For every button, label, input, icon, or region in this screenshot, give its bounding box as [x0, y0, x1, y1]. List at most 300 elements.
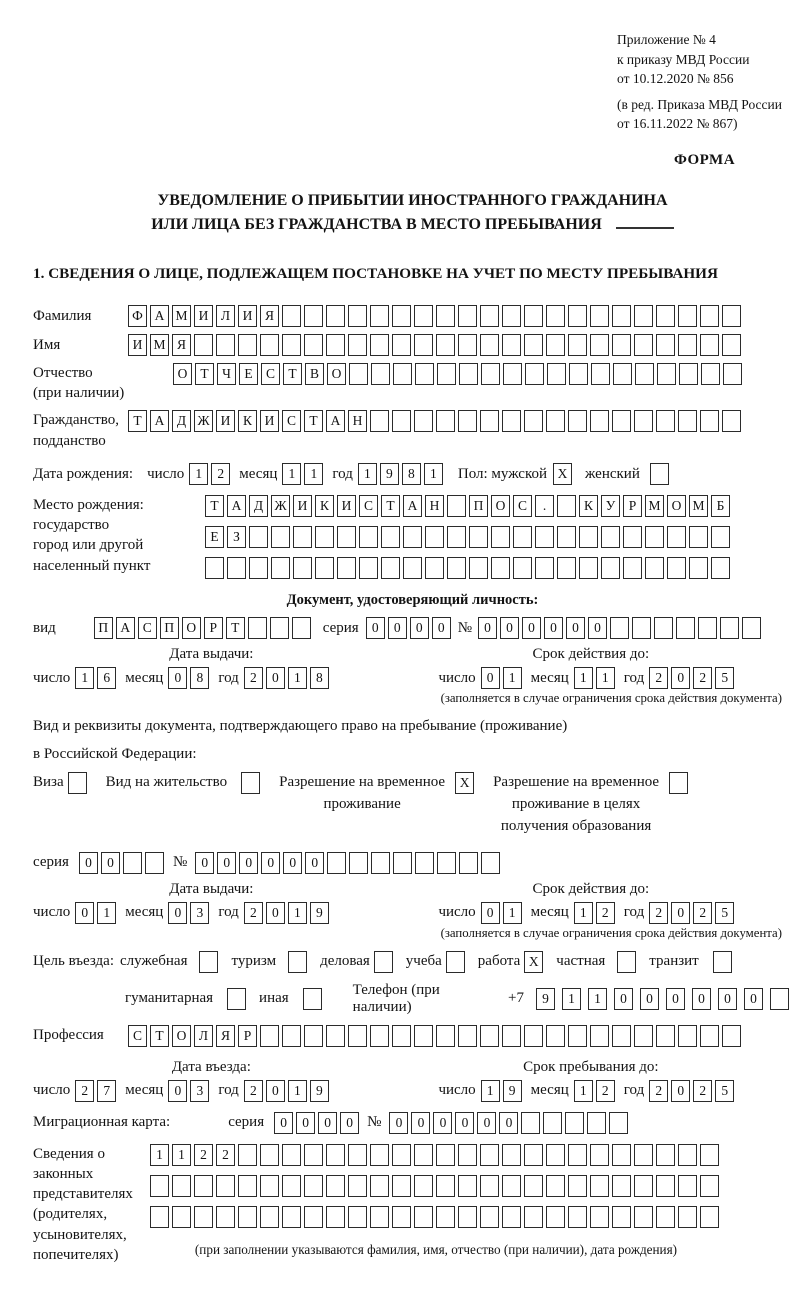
char-cell[interactable]: 0	[168, 667, 187, 689]
char-cell[interactable]	[458, 1144, 477, 1166]
char-cell[interactable]	[513, 557, 532, 579]
char-cell[interactable]	[260, 1206, 279, 1228]
char-cell[interactable]: О	[667, 495, 686, 517]
char-cell[interactable]	[480, 410, 499, 432]
char-cell[interactable]: Т	[195, 363, 214, 385]
char-cell[interactable]: 0	[671, 667, 690, 689]
char-cell[interactable]: А	[116, 617, 135, 639]
char-cell[interactable]: 1	[503, 667, 522, 689]
char-cell[interactable]	[326, 334, 345, 356]
char-cell[interactable]: 0	[671, 1080, 690, 1102]
char-cell[interactable]: 0	[481, 667, 500, 689]
char-cell[interactable]: 0	[318, 1112, 337, 1134]
char-cell[interactable]: Т	[205, 495, 224, 517]
char-cell[interactable]	[371, 363, 390, 385]
char-cell[interactable]	[610, 617, 629, 639]
char-cell[interactable]	[282, 1144, 301, 1166]
char-cell[interactable]: Т	[150, 1025, 169, 1047]
char-cell[interactable]: Е	[205, 526, 224, 548]
char-cell[interactable]	[557, 526, 576, 548]
checkbox[interactable]	[241, 772, 260, 794]
char-cell[interactable]	[645, 557, 664, 579]
char-cell[interactable]	[238, 1175, 257, 1197]
char-cell[interactable]	[150, 1206, 169, 1228]
char-cell[interactable]	[414, 410, 433, 432]
char-cell[interactable]	[392, 1025, 411, 1047]
char-cell[interactable]	[480, 305, 499, 327]
char-cell[interactable]	[370, 305, 389, 327]
char-cell[interactable]	[667, 526, 686, 548]
char-cell[interactable]: 1	[503, 902, 522, 924]
char-cell[interactable]	[392, 1175, 411, 1197]
char-cell[interactable]	[524, 1175, 543, 1197]
char-cell[interactable]	[327, 852, 346, 874]
checkbox[interactable]	[617, 951, 636, 973]
char-cell[interactable]	[546, 334, 565, 356]
char-cell[interactable]	[656, 1144, 675, 1166]
char-cell[interactable]: 2	[244, 667, 263, 689]
char-cell[interactable]	[634, 1025, 653, 1047]
char-cell[interactable]	[414, 1025, 433, 1047]
char-cell[interactable]	[436, 1025, 455, 1047]
char-cell[interactable]	[612, 410, 631, 432]
char-cell[interactable]: 0	[522, 617, 541, 639]
char-cell[interactable]	[458, 334, 477, 356]
char-cell[interactable]	[458, 1175, 477, 1197]
char-cell[interactable]	[392, 410, 411, 432]
char-cell[interactable]: О	[182, 617, 201, 639]
char-cell[interactable]	[348, 1144, 367, 1166]
char-cell[interactable]: 8	[402, 463, 421, 485]
char-cell[interactable]	[700, 334, 719, 356]
char-cell[interactable]	[370, 334, 389, 356]
char-cell[interactable]	[502, 1144, 521, 1166]
checkbox[interactable]	[199, 951, 218, 973]
char-cell[interactable]: Я	[260, 305, 279, 327]
char-cell[interactable]	[437, 363, 456, 385]
char-cell[interactable]: 2	[244, 902, 263, 924]
char-cell[interactable]	[282, 1206, 301, 1228]
char-cell[interactable]	[568, 1175, 587, 1197]
char-cell[interactable]	[678, 305, 697, 327]
char-cell[interactable]: К	[238, 410, 257, 432]
char-cell[interactable]	[458, 1025, 477, 1047]
char-cell[interactable]	[524, 334, 543, 356]
char-cell[interactable]: 0	[296, 1112, 315, 1134]
char-cell[interactable]: 0	[217, 852, 236, 874]
char-cell[interactable]	[480, 1175, 499, 1197]
char-cell[interactable]	[447, 557, 466, 579]
char-cell[interactable]: М	[689, 495, 708, 517]
char-cell[interactable]	[700, 305, 719, 327]
char-cell[interactable]: К	[315, 495, 334, 517]
char-cell[interactable]	[349, 363, 368, 385]
char-cell[interactable]	[502, 410, 521, 432]
char-cell[interactable]	[632, 617, 651, 639]
char-cell[interactable]	[700, 1175, 719, 1197]
char-cell[interactable]	[260, 334, 279, 356]
char-cell[interactable]: 2	[649, 667, 668, 689]
char-cell[interactable]	[722, 410, 741, 432]
char-cell[interactable]	[568, 1206, 587, 1228]
char-cell[interactable]	[546, 1025, 565, 1047]
char-cell[interactable]: 9	[536, 988, 555, 1010]
char-cell[interactable]	[700, 1206, 719, 1228]
char-cell[interactable]	[150, 1175, 169, 1197]
char-cell[interactable]: М	[150, 334, 169, 356]
char-cell[interactable]	[503, 363, 522, 385]
char-cell[interactable]: 1	[574, 902, 593, 924]
char-cell[interactable]	[315, 526, 334, 548]
char-cell[interactable]: 0	[266, 1080, 285, 1102]
char-cell[interactable]: 0	[481, 902, 500, 924]
char-cell[interactable]: Р	[204, 617, 223, 639]
char-cell[interactable]: И	[293, 495, 312, 517]
char-cell[interactable]	[634, 1175, 653, 1197]
char-cell[interactable]	[634, 410, 653, 432]
char-cell[interactable]: 5	[715, 902, 734, 924]
char-cell[interactable]	[700, 1025, 719, 1047]
char-cell[interactable]: 0	[266, 902, 285, 924]
char-cell[interactable]	[348, 305, 367, 327]
char-cell[interactable]	[546, 305, 565, 327]
char-cell[interactable]: 9	[380, 463, 399, 485]
char-cell[interactable]: Я	[172, 334, 191, 356]
char-cell[interactable]: Б	[711, 495, 730, 517]
char-cell[interactable]: С	[128, 1025, 147, 1047]
char-cell[interactable]	[304, 1025, 323, 1047]
char-cell[interactable]: 0	[671, 902, 690, 924]
char-cell[interactable]	[609, 1112, 628, 1134]
checkbox[interactable]	[669, 772, 688, 794]
char-cell[interactable]	[260, 1144, 279, 1166]
char-cell[interactable]	[348, 1206, 367, 1228]
char-cell[interactable]: 1	[358, 463, 377, 485]
char-cell[interactable]	[393, 852, 412, 874]
char-cell[interactable]	[698, 617, 717, 639]
char-cell[interactable]: 1	[172, 1144, 191, 1166]
char-cell[interactable]	[415, 852, 434, 874]
char-cell[interactable]	[194, 1175, 213, 1197]
char-cell[interactable]	[491, 526, 510, 548]
char-cell[interactable]	[172, 1206, 191, 1228]
char-cell[interactable]	[480, 1144, 499, 1166]
char-cell[interactable]: 0	[168, 902, 187, 924]
char-cell[interactable]: О	[327, 363, 346, 385]
char-cell[interactable]	[656, 334, 675, 356]
char-cell[interactable]: С	[138, 617, 157, 639]
char-cell[interactable]	[645, 526, 664, 548]
char-cell[interactable]: Л	[216, 305, 235, 327]
checkbox[interactable]	[227, 988, 246, 1010]
char-cell[interactable]	[546, 1144, 565, 1166]
char-cell[interactable]	[590, 1144, 609, 1166]
char-cell[interactable]	[634, 1144, 653, 1166]
char-cell[interactable]	[447, 495, 466, 517]
char-cell[interactable]	[436, 1144, 455, 1166]
char-cell[interactable]: З	[227, 526, 246, 548]
char-cell[interactable]: 6	[97, 667, 116, 689]
char-cell[interactable]	[590, 1175, 609, 1197]
char-cell[interactable]: А	[227, 495, 246, 517]
char-cell[interactable]	[481, 852, 500, 874]
char-cell[interactable]	[656, 305, 675, 327]
char-cell[interactable]: 2	[211, 463, 230, 485]
char-cell[interactable]	[436, 334, 455, 356]
char-cell[interactable]	[326, 1175, 345, 1197]
char-cell[interactable]	[337, 526, 356, 548]
char-cell[interactable]: 0	[305, 852, 324, 874]
char-cell[interactable]	[370, 1025, 389, 1047]
char-cell[interactable]	[656, 1025, 675, 1047]
char-cell[interactable]: 0	[477, 1112, 496, 1134]
char-cell[interactable]	[654, 617, 673, 639]
char-cell[interactable]: Т	[283, 363, 302, 385]
char-cell[interactable]	[359, 526, 378, 548]
char-cell[interactable]: Н	[425, 495, 444, 517]
char-cell[interactable]: 0	[718, 988, 737, 1010]
char-cell[interactable]	[415, 363, 434, 385]
char-cell[interactable]	[502, 1206, 521, 1228]
char-cell[interactable]: 1	[75, 667, 94, 689]
char-cell[interactable]	[623, 526, 642, 548]
char-cell[interactable]	[524, 1144, 543, 1166]
char-cell[interactable]: К	[579, 495, 598, 517]
char-cell[interactable]: 0	[261, 852, 280, 874]
char-cell[interactable]	[414, 305, 433, 327]
char-cell[interactable]: 3	[190, 1080, 209, 1102]
checkbox[interactable]	[446, 951, 465, 973]
char-cell[interactable]: 0	[666, 988, 685, 1010]
char-cell[interactable]: 0	[433, 1112, 452, 1134]
char-cell[interactable]: Т	[226, 617, 245, 639]
char-cell[interactable]	[525, 363, 544, 385]
char-cell[interactable]: И	[216, 410, 235, 432]
char-cell[interactable]	[469, 526, 488, 548]
char-cell[interactable]	[612, 1206, 631, 1228]
char-cell[interactable]: 2	[649, 1080, 668, 1102]
char-cell[interactable]: 2	[649, 902, 668, 924]
char-cell[interactable]: 1	[596, 667, 615, 689]
char-cell[interactable]	[742, 617, 761, 639]
char-cell[interactable]	[546, 1175, 565, 1197]
char-cell[interactable]: .	[535, 495, 554, 517]
char-cell[interactable]	[337, 557, 356, 579]
char-cell[interactable]: 0	[640, 988, 659, 1010]
char-cell[interactable]: 1	[574, 667, 593, 689]
char-cell[interactable]: 0	[195, 852, 214, 874]
char-cell[interactable]: 2	[194, 1144, 213, 1166]
char-cell[interactable]: С	[282, 410, 301, 432]
char-cell[interactable]	[656, 410, 675, 432]
char-cell[interactable]	[678, 1206, 697, 1228]
char-cell[interactable]	[612, 1144, 631, 1166]
char-cell[interactable]: 1	[288, 902, 307, 924]
char-cell[interactable]	[469, 557, 488, 579]
char-cell[interactable]: 1	[304, 463, 323, 485]
char-cell[interactable]	[392, 305, 411, 327]
char-cell[interactable]	[568, 1025, 587, 1047]
char-cell[interactable]	[634, 334, 653, 356]
char-cell[interactable]: П	[469, 495, 488, 517]
char-cell[interactable]: С	[513, 495, 532, 517]
char-cell[interactable]: 2	[596, 902, 615, 924]
char-cell[interactable]	[194, 1206, 213, 1228]
char-cell[interactable]	[656, 1175, 675, 1197]
char-cell[interactable]: А	[150, 305, 169, 327]
char-cell[interactable]	[524, 1025, 543, 1047]
checkbox[interactable]	[288, 951, 307, 973]
char-cell[interactable]	[521, 1112, 540, 1134]
char-cell[interactable]: 0	[340, 1112, 359, 1134]
char-cell[interactable]	[458, 410, 477, 432]
char-cell[interactable]	[535, 557, 554, 579]
char-cell[interactable]: А	[150, 410, 169, 432]
char-cell[interactable]	[700, 1144, 719, 1166]
char-cell[interactable]: 0	[366, 617, 385, 639]
char-cell[interactable]	[565, 1112, 584, 1134]
char-cell[interactable]	[248, 617, 267, 639]
char-cell[interactable]: Р	[238, 1025, 257, 1047]
char-cell[interactable]	[392, 1144, 411, 1166]
char-cell[interactable]	[238, 1206, 257, 1228]
char-cell[interactable]	[458, 1206, 477, 1228]
char-cell[interactable]: 1	[562, 988, 581, 1010]
char-cell[interactable]: А	[403, 495, 422, 517]
char-cell[interactable]	[579, 557, 598, 579]
char-cell[interactable]	[447, 526, 466, 548]
char-cell[interactable]	[524, 1206, 543, 1228]
checkbox[interactable]	[68, 772, 87, 794]
char-cell[interactable]: Д	[172, 410, 191, 432]
char-cell[interactable]	[227, 557, 246, 579]
char-cell[interactable]: 2	[216, 1144, 235, 1166]
char-cell[interactable]	[403, 526, 422, 548]
char-cell[interactable]	[635, 363, 654, 385]
char-cell[interactable]: О	[172, 1025, 191, 1047]
char-cell[interactable]: О	[491, 495, 510, 517]
char-cell[interactable]	[623, 557, 642, 579]
char-cell[interactable]	[502, 1175, 521, 1197]
char-cell[interactable]	[304, 305, 323, 327]
char-cell[interactable]	[590, 410, 609, 432]
char-cell[interactable]	[403, 557, 422, 579]
char-cell[interactable]	[689, 557, 708, 579]
char-cell[interactable]: 0	[79, 852, 98, 874]
char-cell[interactable]	[459, 363, 478, 385]
char-cell[interactable]: 2	[244, 1080, 263, 1102]
char-cell[interactable]: 0	[614, 988, 633, 1010]
char-cell[interactable]	[679, 363, 698, 385]
char-cell[interactable]	[304, 1144, 323, 1166]
char-cell[interactable]	[513, 526, 532, 548]
char-cell[interactable]: С	[261, 363, 280, 385]
char-cell[interactable]: И	[238, 305, 257, 327]
char-cell[interactable]: 0	[411, 1112, 430, 1134]
char-cell[interactable]	[381, 526, 400, 548]
char-cell[interactable]	[436, 1206, 455, 1228]
char-cell[interactable]	[557, 557, 576, 579]
char-cell[interactable]	[722, 1025, 741, 1047]
char-cell[interactable]: 0	[478, 617, 497, 639]
char-cell[interactable]	[304, 334, 323, 356]
char-cell[interactable]	[546, 1206, 565, 1228]
char-cell[interactable]: 0	[499, 1112, 518, 1134]
char-cell[interactable]: 0	[274, 1112, 293, 1134]
checkbox[interactable]: X	[524, 951, 543, 973]
char-cell[interactable]	[145, 852, 164, 874]
char-cell[interactable]	[720, 617, 739, 639]
char-cell[interactable]	[568, 305, 587, 327]
char-cell[interactable]	[591, 363, 610, 385]
char-cell[interactable]: 5	[715, 667, 734, 689]
char-cell[interactable]	[216, 334, 235, 356]
char-cell[interactable]: Ч	[217, 363, 236, 385]
char-cell[interactable]: Т	[304, 410, 323, 432]
char-cell[interactable]	[657, 363, 676, 385]
char-cell[interactable]: 7	[97, 1080, 116, 1102]
char-cell[interactable]	[371, 852, 390, 874]
char-cell[interactable]	[282, 334, 301, 356]
char-cell[interactable]	[676, 617, 695, 639]
char-cell[interactable]: 2	[693, 667, 712, 689]
char-cell[interactable]: 0	[388, 617, 407, 639]
char-cell[interactable]: 1	[97, 902, 116, 924]
char-cell[interactable]: 0	[692, 988, 711, 1010]
char-cell[interactable]	[436, 305, 455, 327]
char-cell[interactable]	[557, 495, 576, 517]
char-cell[interactable]	[524, 305, 543, 327]
char-cell[interactable]	[216, 1206, 235, 1228]
char-cell[interactable]	[711, 557, 730, 579]
char-cell[interactable]	[480, 1025, 499, 1047]
char-cell[interactable]: 0	[566, 617, 585, 639]
char-cell[interactable]	[293, 526, 312, 548]
checkbox[interactable]	[374, 951, 393, 973]
char-cell[interactable]	[282, 1175, 301, 1197]
char-cell[interactable]: О	[173, 363, 192, 385]
char-cell[interactable]	[249, 557, 268, 579]
char-cell[interactable]	[590, 1206, 609, 1228]
char-cell[interactable]	[326, 1144, 345, 1166]
char-cell[interactable]: И	[260, 410, 279, 432]
char-cell[interactable]	[238, 1144, 257, 1166]
char-cell[interactable]: Я	[216, 1025, 235, 1047]
char-cell[interactable]: П	[160, 617, 179, 639]
char-cell[interactable]: 0	[101, 852, 120, 874]
char-cell[interactable]	[502, 305, 521, 327]
char-cell[interactable]: 0	[168, 1080, 187, 1102]
char-cell[interactable]: Т	[381, 495, 400, 517]
char-cell[interactable]	[701, 363, 720, 385]
char-cell[interactable]: 1	[588, 988, 607, 1010]
char-cell[interactable]	[392, 334, 411, 356]
char-cell[interactable]	[238, 334, 257, 356]
char-cell[interactable]: 8	[310, 667, 329, 689]
char-cell[interactable]	[723, 363, 742, 385]
char-cell[interactable]	[678, 1175, 697, 1197]
char-cell[interactable]: Л	[194, 1025, 213, 1047]
char-cell[interactable]: Д	[249, 495, 268, 517]
char-cell[interactable]	[524, 410, 543, 432]
char-cell[interactable]: 0	[75, 902, 94, 924]
char-cell[interactable]	[425, 526, 444, 548]
char-cell[interactable]: М	[645, 495, 664, 517]
char-cell[interactable]	[535, 526, 554, 548]
char-cell[interactable]: 0	[432, 617, 451, 639]
char-cell[interactable]	[370, 410, 389, 432]
char-cell[interactable]: 2	[75, 1080, 94, 1102]
